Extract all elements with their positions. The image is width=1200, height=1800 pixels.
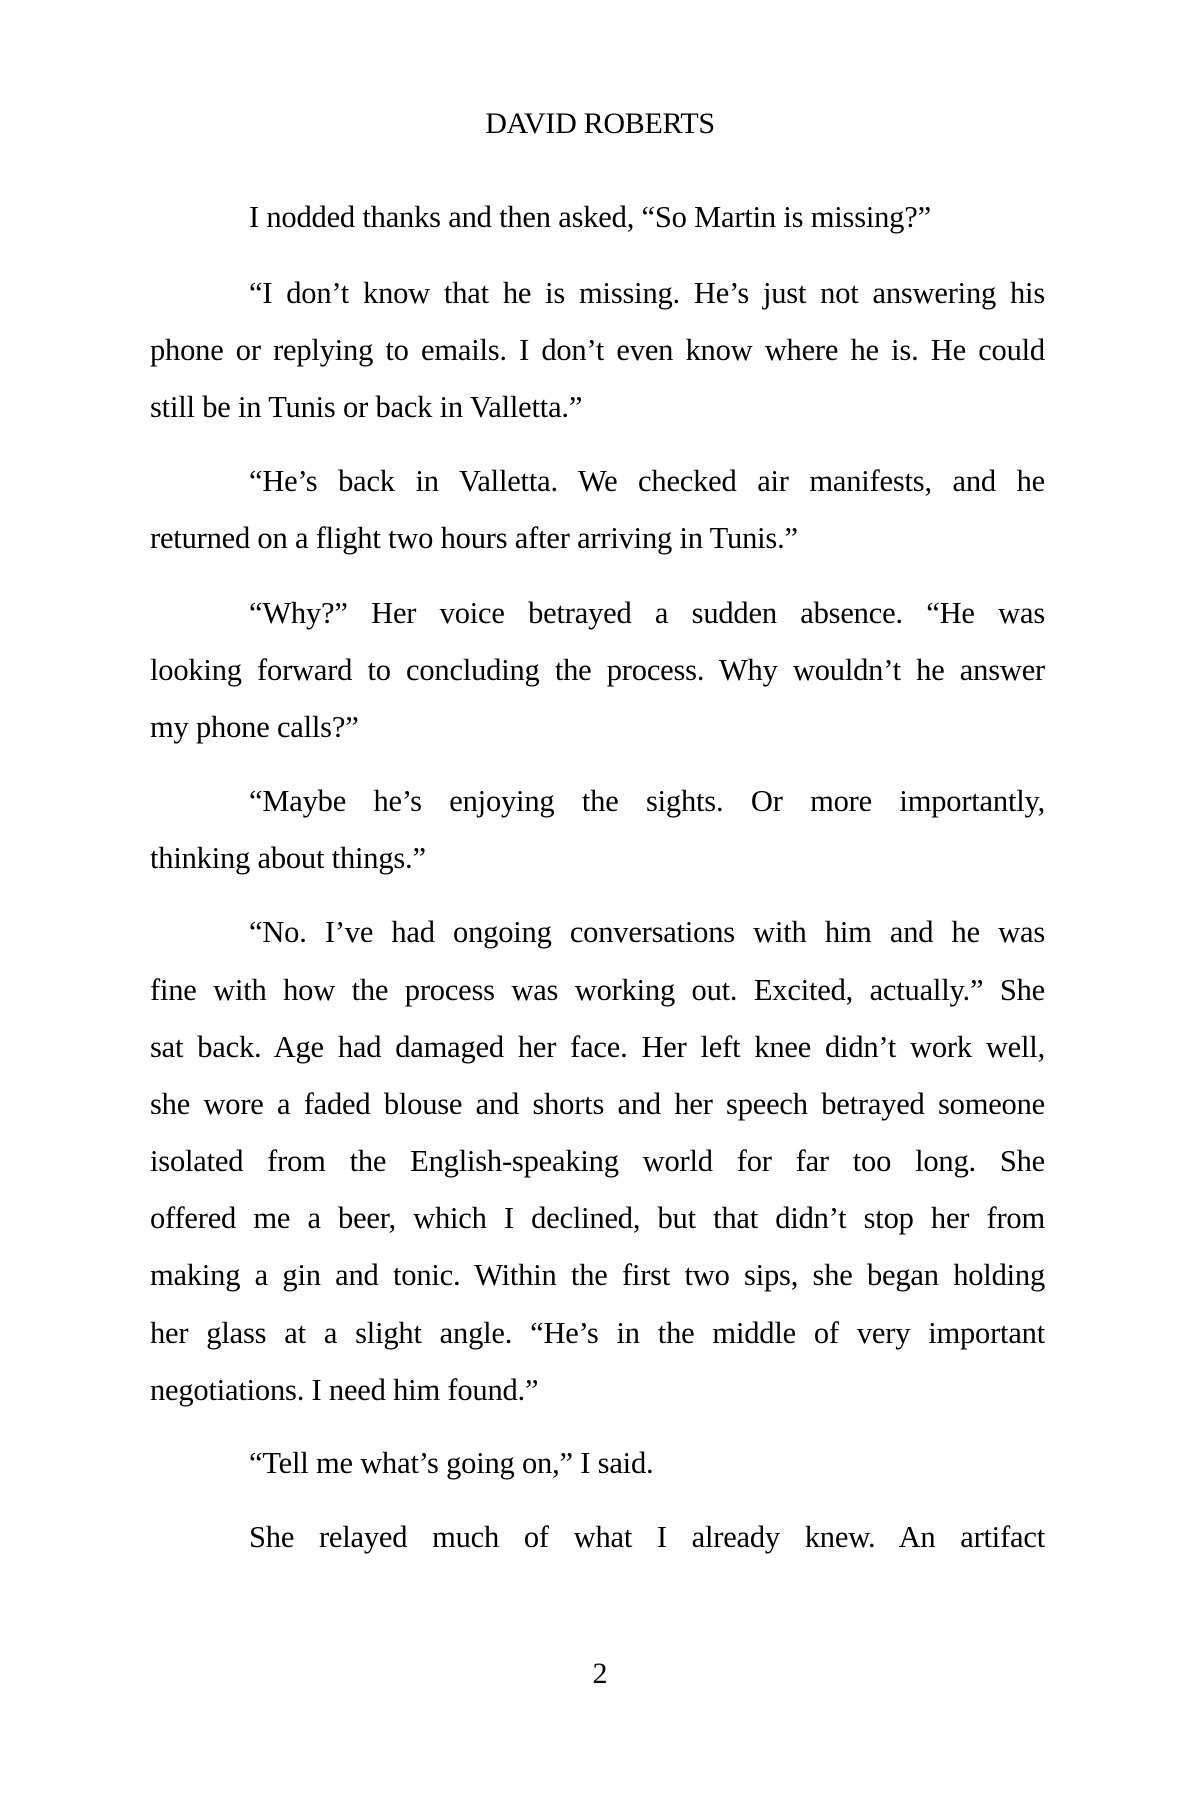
paragraph-6-line-6: offered me a beer, which I declined, but that didn’t stop her from — [150, 1201, 1045, 1235]
paragraph-6-line-2: fine with how the process was working out. Excited, actually.” She — [150, 973, 1045, 1007]
paragraph-6-line-8: her glass at a slight angle. “He’s in the middle of very important — [150, 1316, 1045, 1350]
paragraph-5-line-2: thinking about things.” — [150, 841, 426, 875]
paragraph-3-line-2: returned on a flight two hours after arriving in Tunis.” — [150, 521, 798, 555]
paragraph-1-line-1: I nodded thanks and then asked, “So Martin is missing?” — [249, 200, 931, 234]
paragraph-6-line-5: isolated from the English-speaking world for far too long. She — [150, 1144, 1045, 1178]
paragraph-4-line-1: “Why?” Her voice betrayed a sudden absence. “He was — [249, 596, 1045, 630]
page-number: 2 — [592, 1657, 608, 1690]
paragraph-6-line-4: she wore a faded blouse and shorts and her speech betrayed someone — [150, 1087, 1045, 1121]
running-head-author: DAVID ROBERTS — [485, 107, 715, 140]
paragraph-6-line-9: negotiations. I need him found.” — [150, 1373, 539, 1407]
paragraph-6-line-7: making a gin and tonic. Within the first two sips, she began holding — [150, 1258, 1045, 1292]
paragraph-6-line-1: “No. I’ve had ongoing conversations with him and he was — [249, 915, 1045, 949]
paragraph-5-line-1: “Maybe he’s enjoying the sights. Or more importantly, — [249, 784, 1045, 818]
paragraph-7-line-1: “Tell me what’s going on,” I said. — [249, 1446, 654, 1480]
paragraph-3-line-1: “He’s back in Valletta. We checked air manifests, and he — [249, 464, 1045, 498]
paragraph-2-line-2: phone or replying to emails. I don’t even know where he is. He could — [150, 333, 1045, 367]
paragraph-2-line-1: “I don’t know that he is missing. He’s just not answering his — [249, 276, 1045, 310]
paragraph-6-line-3: sat back. Age had damaged her face. Her left knee didn’t work well, — [150, 1030, 1045, 1064]
paragraph-4-line-2: looking forward to concluding the process. Why wouldn’t he answer — [150, 653, 1045, 687]
paragraph-4-line-3: my phone calls?” — [150, 710, 359, 744]
paragraph-2-line-3: still be in Tunis or back in Valletta.” — [150, 390, 583, 424]
paragraph-8-line-1: She relayed much of what I already knew. An artifact — [249, 1520, 1045, 1554]
